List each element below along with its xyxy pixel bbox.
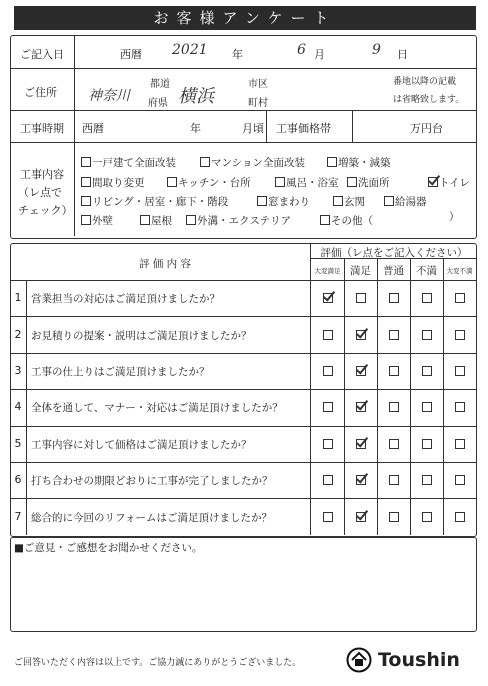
rating-checkbox-icon[interactable] [323, 330, 333, 340]
content-option-label: 一戸建て全面改装 [92, 157, 176, 169]
address-note-2: は省略致します。 [393, 95, 465, 105]
rating-checkbox-icon[interactable] [323, 402, 333, 412]
rating-checkbox-icon[interactable] [389, 293, 399, 303]
rating-checkbox-icon[interactable] [455, 512, 465, 522]
question-text: 工事の仕上りはご満足頂けましたか？ [31, 366, 210, 378]
row-divider [11, 498, 476, 499]
rating-column-header: 大変満足 [314, 267, 341, 275]
content-option-label: 間取り変更 [92, 177, 145, 189]
content-option-label: 外壁 [92, 215, 113, 227]
checkbox-icon[interactable] [347, 177, 357, 187]
house-logo-icon [346, 647, 372, 673]
rating-checkbox-icon[interactable] [323, 512, 333, 522]
rating-checkbox-icon[interactable] [356, 293, 366, 303]
content-option-label: マンション全面改装 [211, 157, 306, 169]
content-label-2: （レ点で [18, 186, 62, 199]
rating-checkbox-icon[interactable] [422, 475, 432, 485]
items-header: 評 価 内 容 [138, 258, 191, 270]
company-logo: Toushin [378, 649, 460, 671]
content-option-label: 外溝・エクステリア [197, 215, 292, 227]
content-label-1: 工事内容 [20, 168, 64, 181]
content-option-7[interactable] [428, 175, 470, 190]
column-divider [344, 258, 345, 535]
date-day-unit: 日 [397, 48, 408, 61]
rating-checkbox-icon[interactable] [389, 439, 399, 449]
period-era: 西暦 [82, 122, 104, 135]
address-label: ご住所 [24, 86, 57, 99]
checkbox-icon[interactable] [384, 196, 394, 206]
column-divider [410, 258, 411, 535]
rating-checkbox-icon[interactable] [422, 293, 432, 303]
row-divider [11, 426, 476, 427]
question-number: 2 [14, 327, 22, 341]
rating-checkbox-icon[interactable] [389, 475, 399, 485]
checkbox-icon[interactable] [81, 157, 91, 167]
rating-checkbox-icon[interactable] [356, 402, 366, 412]
address-prefecture[interactable]: 神奈川 [88, 88, 130, 104]
rating-checkbox-icon[interactable] [389, 512, 399, 522]
checkbox-icon[interactable] [275, 177, 285, 187]
rating-checkbox-icon[interactable] [455, 293, 465, 303]
content-option-4[interactable] [167, 175, 251, 190]
content-option-1[interactable] [200, 155, 305, 170]
content-option-label: 増築・減築 [338, 157, 391, 169]
rating-checkbox-icon[interactable] [323, 366, 333, 376]
content-option-label: 給湯器 [395, 196, 427, 208]
rating-checkbox-icon[interactable] [422, 402, 432, 412]
content-option-10[interactable] [333, 194, 365, 209]
date-month[interactable]: 6 [297, 42, 306, 58]
question-number: 4 [14, 400, 22, 414]
address-note-1: 番地以降の記載 [393, 77, 457, 87]
column-divider [377, 258, 378, 535]
rating-checkbox-icon[interactable] [455, 366, 465, 376]
rating-checkbox-icon[interactable] [389, 330, 399, 340]
checkbox-icon[interactable] [333, 196, 343, 206]
content-option-label: 玄関 [344, 196, 365, 208]
question-text: 打ち合わせの期限どおりに工事が完了しましたか？ [31, 475, 273, 488]
column-divider [443, 258, 444, 535]
content-option-11[interactable] [384, 194, 427, 209]
date-label: ご記入日 [20, 48, 64, 61]
period-month-unit: 月頃 [242, 122, 264, 135]
checkbox-icon[interactable] [428, 177, 438, 187]
address-city[interactable]: 横浜 [178, 86, 214, 107]
checkbox-icon[interactable] [320, 215, 330, 225]
rating-checkbox-icon[interactable] [323, 439, 333, 449]
rating-checkbox-icon[interactable] [356, 330, 366, 340]
question-number: 5 [14, 436, 22, 450]
question-text: 工事内容に対して価格はご満足頂けましたか？ [31, 438, 252, 451]
rating-column-header: 普通 [383, 265, 404, 277]
question-text: 営業担当の対応はご満足頂けましたか？ [31, 293, 220, 306]
survey-title: お客様アンケート [14, 6, 476, 30]
content-option-5[interactable] [275, 175, 339, 190]
period-label: 工事時期 [20, 122, 64, 135]
content-option-label: キッチン・台所 [178, 177, 251, 189]
date-year-unit: 年 [232, 48, 243, 61]
rating-checkbox-icon[interactable] [455, 402, 465, 412]
footer-text: ご回答いただく内容は以上です。ご協力誠にありがとうございました。 [14, 658, 302, 668]
content-option-6[interactable] [347, 175, 390, 190]
rating-column-header: 満足 [350, 265, 371, 277]
date-year[interactable]: 2021 [172, 42, 208, 58]
rating-checkbox-icon[interactable] [455, 439, 465, 449]
content-option-15[interactable] [320, 213, 373, 228]
content-option-label: その他（ [331, 215, 373, 227]
checkbox-icon[interactable] [327, 157, 337, 167]
date-day[interactable]: 9 [372, 42, 381, 58]
price-label: 工事価格帯 [276, 122, 331, 135]
period-year-unit: 年 [190, 122, 201, 135]
content-option-8[interactable] [81, 194, 228, 209]
rating-header: 評価（レ点をご記入ください） [320, 247, 468, 259]
rating-checkbox-icon[interactable] [323, 475, 333, 485]
pref-unit-bottom: 府県 [148, 98, 168, 109]
rating-checkbox-icon[interactable] [323, 293, 333, 303]
content-option-label: 風呂・浴室 [286, 177, 339, 189]
content-option-9[interactable] [257, 194, 310, 209]
checkbox-icon[interactable] [81, 177, 91, 187]
content-option-label: トイレ [439, 177, 470, 189]
checkbox-icon[interactable] [200, 157, 210, 167]
content-option-12[interactable] [81, 213, 113, 228]
comments-label: ■ご意見・ご感想をお聞かせください。 [14, 542, 203, 554]
content-option-13[interactable] [140, 213, 172, 228]
checkbox-icon[interactable] [140, 215, 150, 225]
checkbox-icon[interactable] [167, 177, 177, 187]
question-text: お見積りの提案・説明はご満足頂けましたか？ [31, 329, 252, 342]
rating-checkbox-icon[interactable] [356, 366, 366, 376]
rating-column-header: 大変不満 [446, 267, 473, 275]
rating-checkbox-icon[interactable] [422, 330, 432, 340]
rating-checkbox-icon[interactable] [455, 330, 465, 340]
price-unit: 万円台 [410, 122, 443, 135]
checkbox-icon[interactable] [186, 215, 196, 225]
pref-unit-top: 都道 [150, 79, 170, 90]
checkbox-icon[interactable] [81, 215, 91, 225]
content-option-label: リビング・居室・廊下・階段 [92, 196, 229, 208]
question-number: 1 [14, 291, 22, 305]
content-option-14[interactable] [186, 213, 291, 228]
content-option-0[interactable] [81, 155, 176, 170]
date-month-unit: 月 [314, 48, 325, 61]
rating-checkbox-icon[interactable] [422, 439, 432, 449]
question-text: 全体を通して、マナー・対応はご満足頂けましたか？ [31, 402, 283, 415]
city-unit-top: 市区 [248, 79, 268, 90]
question-number: 6 [14, 473, 22, 487]
rating-checkbox-icon[interactable] [356, 475, 366, 485]
rating-checkbox-icon[interactable] [389, 366, 399, 376]
content-option-label: 屋根 [151, 215, 172, 227]
content-option-label: 洗面所 [358, 177, 390, 189]
question-number: 3 [14, 364, 22, 377]
rating-checkbox-icon[interactable] [422, 366, 432, 376]
rating-checkbox-icon[interactable] [389, 402, 399, 412]
checkbox-icon[interactable] [257, 196, 267, 206]
other-close: ） [449, 211, 460, 223]
row-divider [11, 462, 476, 463]
city-unit-bottom: 町村 [248, 98, 268, 109]
row-divider [11, 389, 476, 390]
row-divider [11, 316, 476, 317]
rating-checkbox-icon[interactable] [455, 475, 465, 485]
row-divider [11, 353, 476, 354]
checkbox-icon[interactable] [81, 196, 91, 206]
comments-area[interactable] [14, 556, 472, 626]
rating-checkbox-icon[interactable] [422, 512, 432, 522]
content-label-3: チェック） [18, 204, 73, 217]
date-era: 西暦 [120, 48, 142, 61]
content-option-2[interactable] [327, 155, 391, 170]
content-option-label: 窓まわり [268, 196, 310, 208]
rating-column-header: 不満 [416, 265, 437, 277]
question-number: 7 [14, 509, 22, 523]
rating-checkbox-icon[interactable] [356, 512, 366, 522]
question-text: 総合的に今回のリフォームはご満足頂けましたか？ [31, 511, 272, 524]
rating-checkbox-icon[interactable] [356, 439, 366, 449]
content-option-3[interactable] [81, 175, 145, 190]
